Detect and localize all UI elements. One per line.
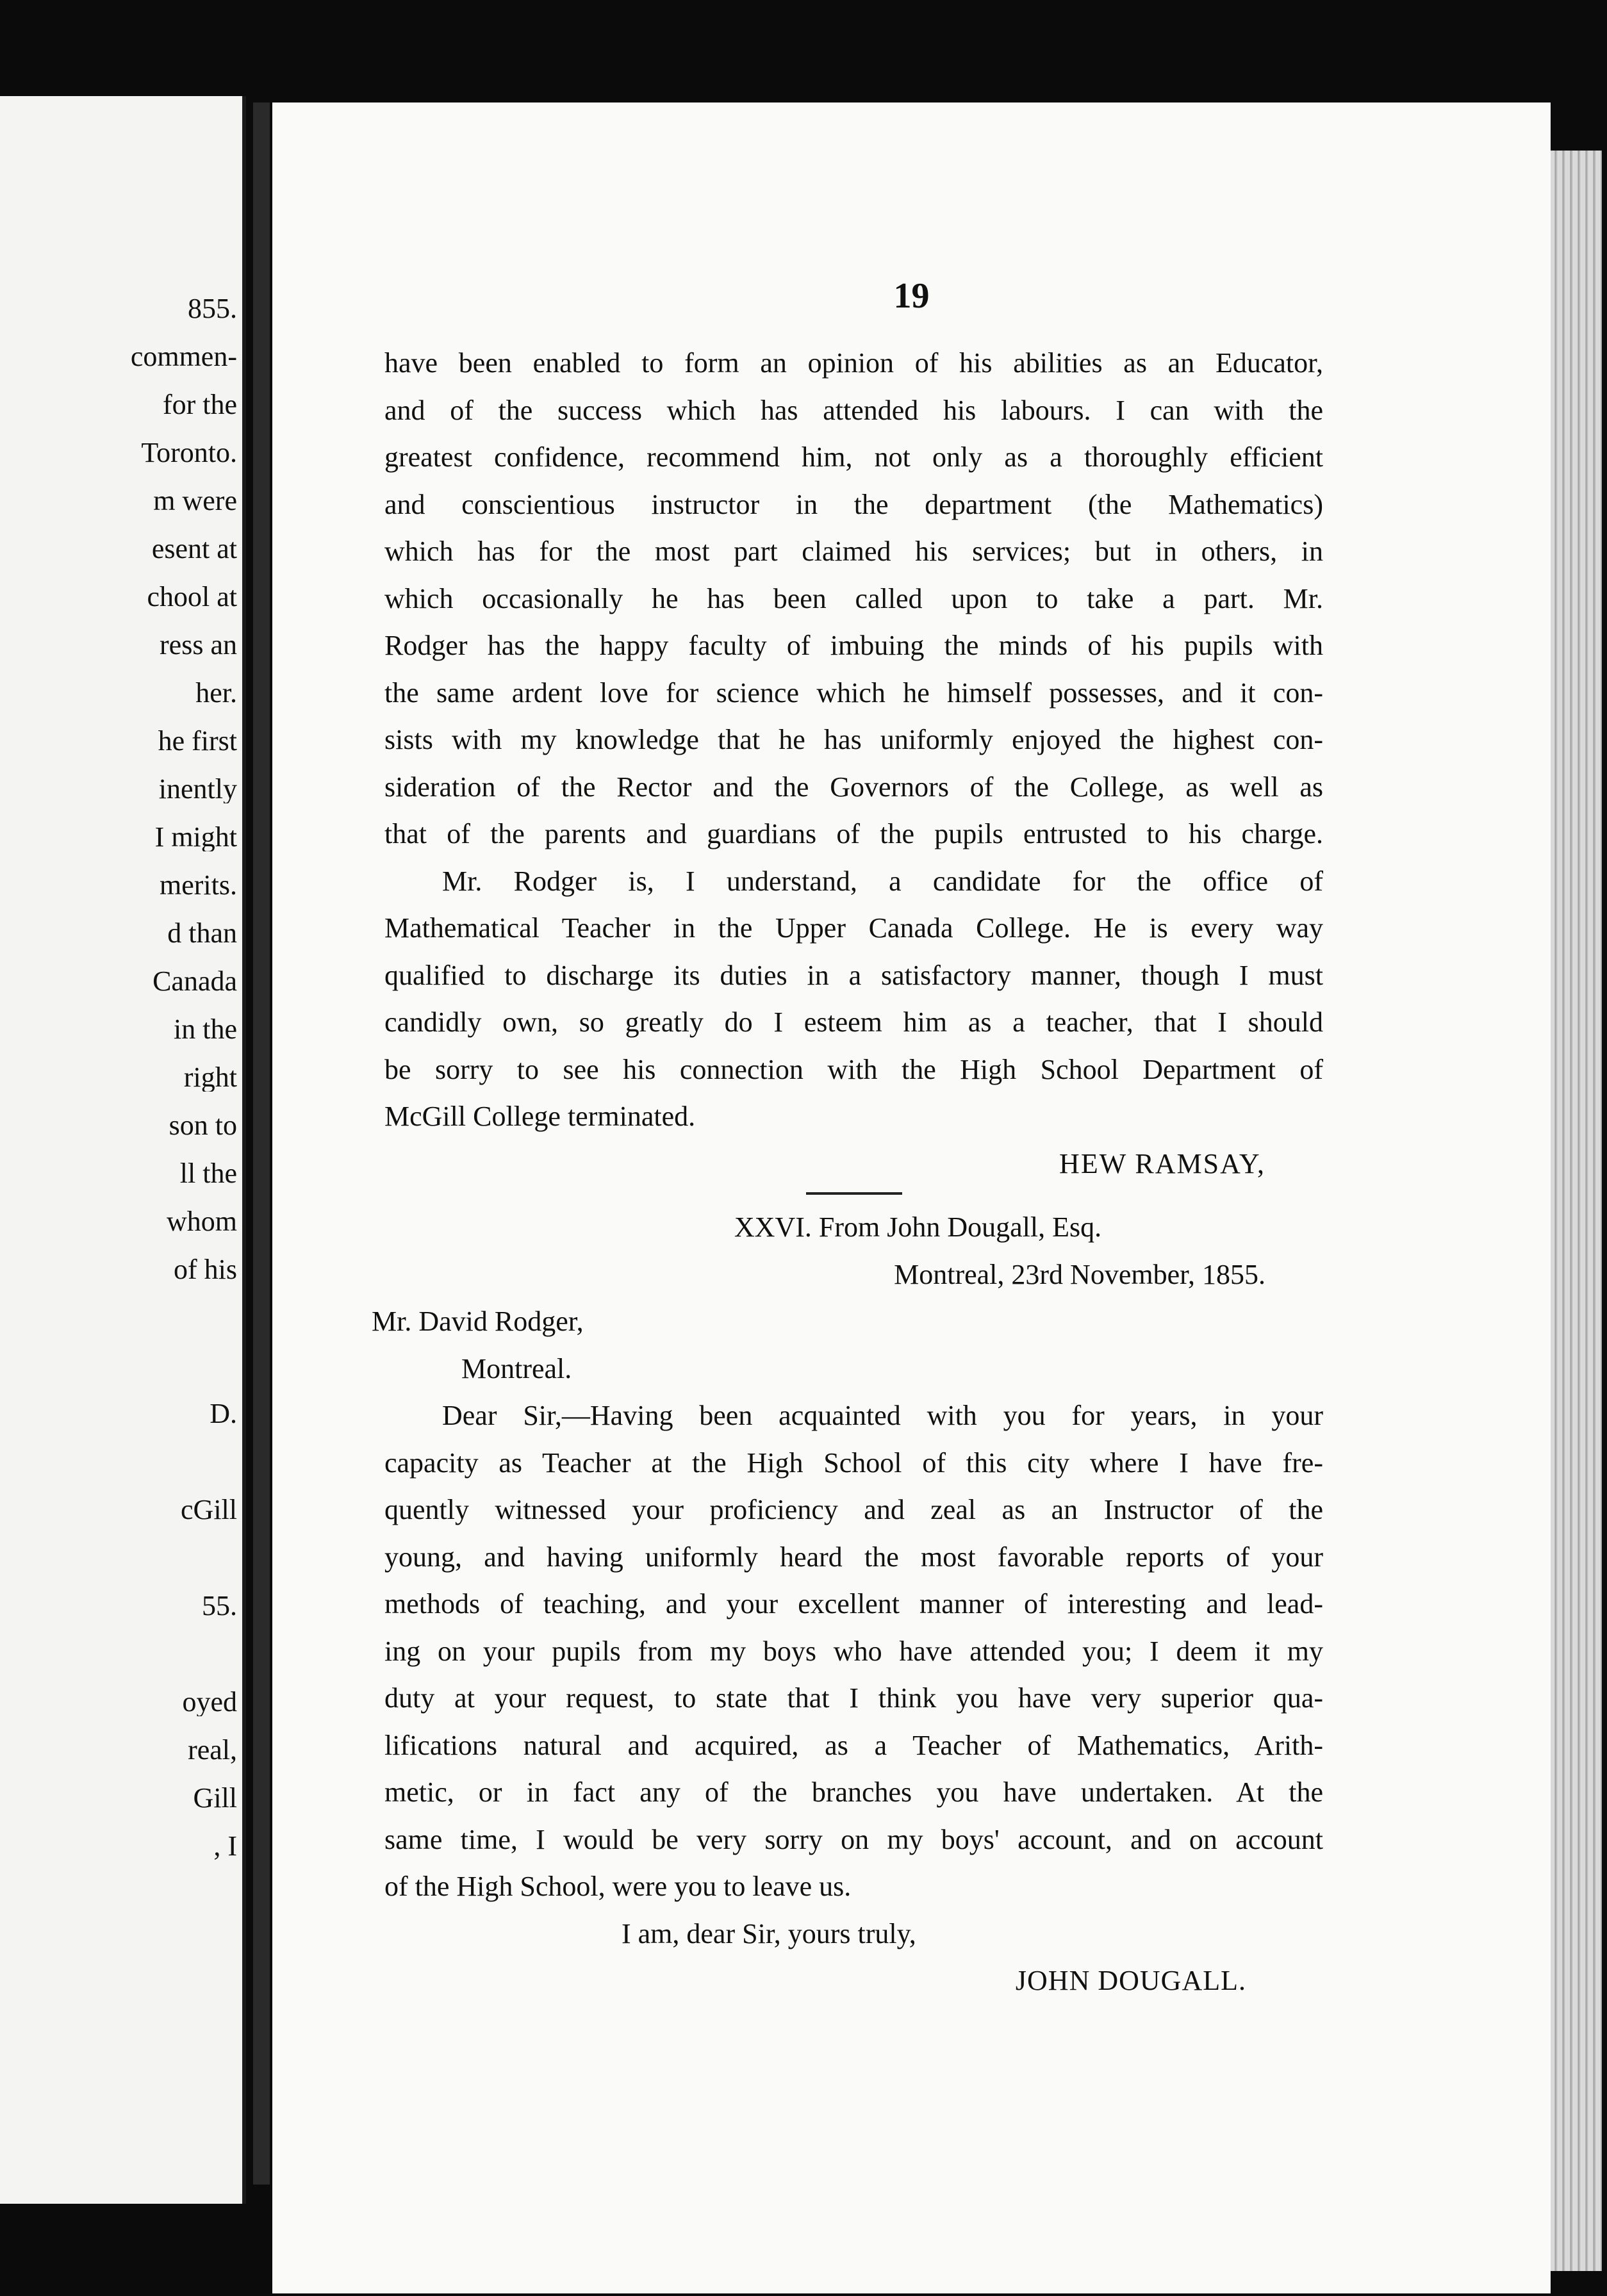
text-line: metic, or in fact any of the branches you have undertaken. At the (384, 1776, 1323, 1808)
text-line: lifications natural and acquired, as a Teacher of Mathematics, Arith- (384, 1729, 1323, 1761)
addressee-name: Mr. David Rodger, (372, 1306, 584, 1337)
left-page-line: Toronto. (141, 439, 237, 467)
letter-one (384, 340, 1323, 858)
letter-two-body (384, 1392, 1323, 1910)
text-line: Dear Sir,—Having been acquainted with you for years, in your (442, 1400, 1323, 1431)
left-page-line: chool at (147, 583, 237, 611)
text-line: that of the parents and guardians of the pupils entrusted to his charge. (384, 818, 1323, 849)
left-page-line: real, (188, 1736, 237, 1764)
letter-one-paragraph-two (384, 858, 1323, 1140)
left-page-line: her. (195, 679, 237, 707)
left-page-line: m were (153, 487, 237, 515)
text-line: which occasionally he has been called upon to take a part. Mr. (384, 582, 1323, 614)
left-page-line: Gill (193, 1784, 237, 1812)
left-page-line: of his (174, 1256, 237, 1284)
text-line: qualified to discharge its duties in a satisfactory manner, though I must (384, 959, 1323, 991)
text-line: Mathematical Teacher in the Upper Canada College. He is every way (384, 912, 1323, 944)
left-page-line: he first (158, 727, 237, 755)
left-page-line: whom (167, 1208, 237, 1236)
text-line: of the High School, were you to leave us. (384, 1871, 852, 1902)
closing-salutation: I am, dear Sir, yours truly, (622, 1917, 916, 1949)
left-page-line: Canada (152, 967, 237, 996)
left-page-line: oyed (182, 1688, 237, 1716)
text-line: capacity as Teacher at the High School of this city where I have fre- (384, 1447, 1323, 1479)
left-page-line: right (183, 1063, 237, 1092)
book-gutter (253, 102, 270, 2185)
left-page-line: 855. (188, 295, 237, 323)
left-page-line: ress an (160, 631, 237, 659)
text-line: quently witnessed your proficiency and zeal as an Instructor of the (384, 1494, 1323, 1525)
text-line: be sorry to see his connection with the High School Department of (384, 1053, 1323, 1085)
text-line: the same ardent love for science which he himself possesses, and it con- (384, 676, 1323, 709)
text-line: young, and having uniformly heard the most favorable reports of your (384, 1541, 1323, 1573)
page-edges (1551, 151, 1602, 2271)
left-page-line: merits. (160, 871, 237, 899)
left-page-line: cGill (181, 1496, 237, 1524)
text-line: McGill College terminated. (384, 1101, 696, 1132)
text-line: sists with my knowledge that he has uniformly enjoyed the highest con- (384, 724, 1323, 755)
left-page-line: son to (169, 1111, 237, 1140)
left-facing-page (0, 96, 246, 2204)
left-page-line: commen- (130, 343, 237, 371)
text-line: have been enabled to form an opinion of his abilities as an Educator, (384, 347, 1323, 379)
letter-two-heading: XXVI. From John Dougall, Esq. (734, 1211, 1102, 1243)
signature-hew-ramsay: HEW RAMSAY, (1059, 1147, 1265, 1179)
text-line: greatest confidence, recommend him, not only as a thoroughly efficient (384, 441, 1323, 473)
left-page-line: esent at (151, 535, 237, 563)
text-line: methods of teaching, and your excellent manner of interesting and lead- (384, 1588, 1323, 1620)
text-line: which has for the most part claimed his services; but in others, in (384, 536, 1323, 567)
left-page-line: d than (167, 919, 237, 947)
text-line: candidly own, so greatly do I esteem him as a teacher, that I should (384, 1006, 1323, 1038)
left-page-line: inently (158, 775, 237, 803)
left-page-line: 55. (202, 1592, 237, 1620)
left-page-line: I might (154, 823, 237, 851)
text-line: same time, I would be very sorry on my boys' account, and on account (384, 1823, 1323, 1855)
text-line: Rodger has the happy faculty of imbuing the minds of his pupils with (384, 630, 1323, 661)
signature-john-dougall: JOHN DOUGALL. (1015, 1965, 1246, 1996)
left-page-line: for the (162, 391, 237, 419)
page-text (372, 340, 1323, 2005)
addressee-city: Montreal. (461, 1352, 572, 1384)
left-page-line: , I (213, 1832, 237, 1860)
letter-two-dateline: Montreal, 23rd November, 1855. (894, 1258, 1265, 1290)
left-page-line: D. (210, 1400, 237, 1428)
text-line: and of the success which has attended his labours. I can with the (384, 394, 1323, 426)
text-line: and conscientious instructor in the department (the Mathematics) (384, 488, 1323, 520)
page-number: 19 (893, 276, 930, 316)
text-line: ing on your pupils from my boys who have attended you; I deem it my (384, 1635, 1323, 1667)
section-divider (806, 1192, 902, 1195)
text-line: duty at your request, to state that I think you have very superior qua- (384, 1682, 1323, 1714)
left-page-line: in the (174, 1015, 237, 1044)
text-line: sideration of the Rector and the Governors of the College, as well as (384, 771, 1323, 803)
left-page-line: ll the (179, 1160, 237, 1188)
text-line: Mr. Rodger is, I understand, a candidate for the office of (442, 865, 1323, 897)
